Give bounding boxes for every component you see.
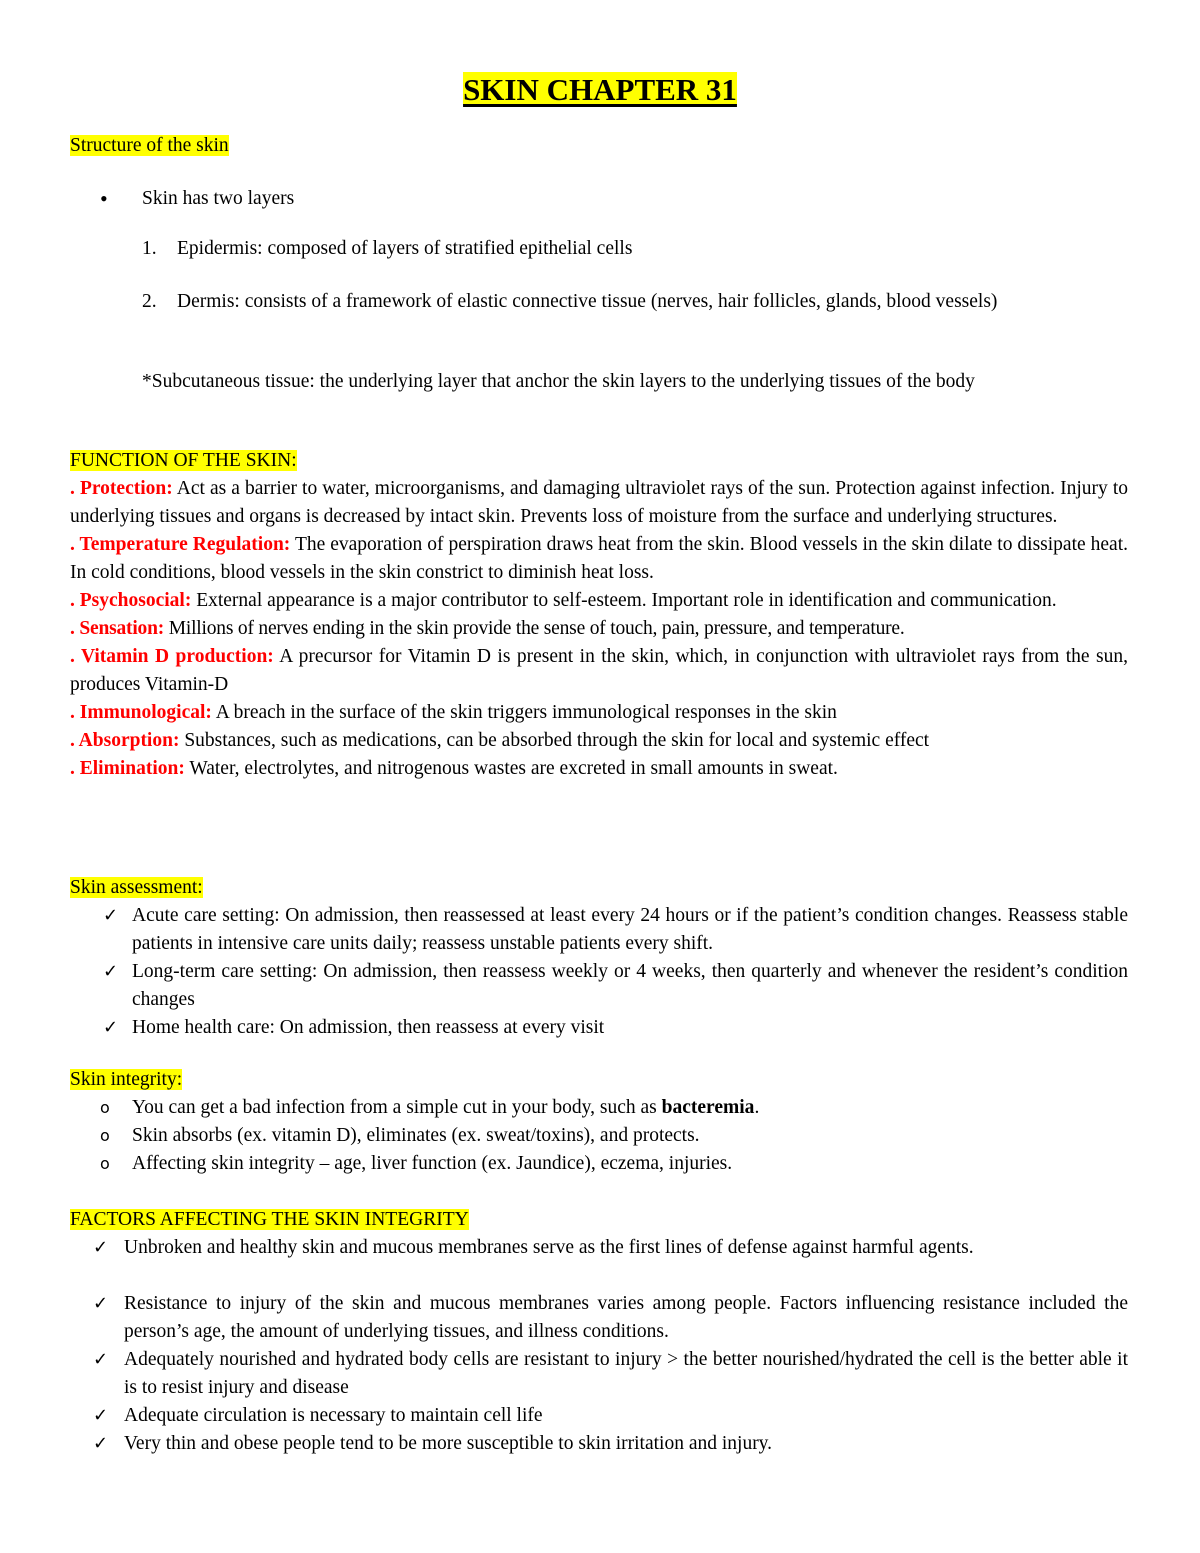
hollow-circle-icon: o <box>100 1126 110 1145</box>
assessment-text: Acute care setting: On admission, then reassessed at least every 24 hours or if the patient’s condition changes. Reassess stable patients in intensive care units daily; reassess unstable patients every shift. <box>132 905 1128 954</box>
item-text: Epidermis: composed of layers of stratified epithelial cells <box>177 238 633 259</box>
function-item-absorption: . Absorption: Substances, such as medications, can be absorbed through the skin for local and systemic effect <box>70 730 930 751</box>
function-item-elimination: . Elimination: Water, electrolytes, and nitrogenous wastes are excreted in small amounts in sweat. <box>70 758 838 779</box>
section-heading-structure: Structure of the skin <box>70 135 229 156</box>
function-item-sensation: . Sensation: Millions of nerves ending in the skin provide the sense of touch, pain, pressure, and temperature. <box>70 618 905 639</box>
checkmark-icon: ✓ <box>103 905 119 926</box>
factor-text: Adequately nourished and hydrated body cells are resistant to injury > the better nourished/hydrated the cell is the better able it is to resist injury and disease <box>124 1349 1128 1398</box>
item-number: 1. <box>142 238 157 259</box>
function-item-psychosocial: . Psychosocial: External appearance is a major contributor to self-esteem. Important role in identification and communication. <box>70 590 1057 611</box>
hollow-circle-icon: o <box>100 1154 110 1173</box>
section-heading-factors: FACTORS AFFECTING THE SKIN INTEGRITY <box>70 1209 469 1230</box>
checkmark-icon: ✓ <box>93 1293 109 1314</box>
bullet-text: Skin has two layers <box>142 188 295 209</box>
checkmark-icon: ✓ <box>93 1405 109 1426</box>
section-heading-assessment: Skin assessment: <box>70 877 203 898</box>
subcutaneous-note: *Subcutaneous tissue: the underlying layer that anchor the skin layers to the underlying tissues of the body <box>142 371 975 392</box>
page-title: SKIN CHAPTER 31 <box>463 72 737 107</box>
hollow-circle-icon: o <box>100 1098 110 1117</box>
item-number: 2. <box>142 291 157 312</box>
factor-text: Adequate circulation is necessary to maintain cell life <box>124 1405 543 1426</box>
function-item-immunological: . Immunological: A breach in the surface of the skin triggers immunological responses in the skin <box>70 702 837 723</box>
checkmark-icon: ✓ <box>103 961 119 982</box>
checkmark-icon: ✓ <box>103 1017 119 1038</box>
function-list <box>70 475 1128 783</box>
factor-text: Unbroken and healthy skin and mucous membranes serve as the first lines of defense against harmful agents. <box>124 1237 974 1258</box>
factor-text: Very thin and obese people tend to be more susceptible to skin irritation and injury. <box>124 1433 773 1454</box>
function-item-protection: . Protection: Act as a barrier to water, microorganisms, and damaging ultraviolet rays of the sun. Protection against infection. Injury to underlying tissues and organs is decreased by intact skin. Prevents loss of moisture from the surface and underlying structures. <box>70 478 1128 527</box>
function-item-temperature: . Temperature Regulation: The evaporation of perspiration draws heat from the skin. Blood vessels in the skin dilate to dissipate heat. In cold conditions, blood vessels in the skin constrict to diminish heat loss. <box>70 534 1128 583</box>
checkmark-icon: ✓ <box>93 1349 109 1370</box>
assessment-text: Long-term care setting: On admission, then reassess weekly or 4 weeks, then quarterly and whenever the resident’s condition changes <box>132 961 1128 1010</box>
integrity-text: You can get a bad infection from a simple cut in your body, such as bacteremia. <box>132 1097 760 1118</box>
bullet-dot-icon: • <box>100 186 108 211</box>
function-item-vitamin-d: . Vitamin D production: A precursor for Vitamin D is present in the skin, which, in conjunction with ultraviolet rays from the sun, produces Vitamin-D <box>70 646 1128 695</box>
assessment-text: Home health care: On admission, then reassess at every visit <box>132 1017 605 1038</box>
item-text: Dermis: consists of a framework of elastic connective tissue (nerves, hair follicles, glands, blood vessels) <box>177 291 998 312</box>
section-heading-integrity: Skin integrity: <box>70 1069 183 1090</box>
integrity-text: Skin absorbs (ex. vitamin D), eliminates (ex. sweat/toxins), and protects. <box>132 1125 700 1146</box>
checkmark-icon: ✓ <box>93 1237 109 1258</box>
factor-text: Resistance to injury of the skin and mucous membranes varies among people. Factors influencing resistance included the person’s age, the amount of underlying tissues, and illness conditions. <box>124 1293 1128 1342</box>
section-heading-function: FUNCTION OF THE SKIN: <box>70 450 297 471</box>
checkmark-icon: ✓ <box>93 1433 109 1454</box>
integrity-text: Affecting skin integrity – age, liver function (ex. Jaundice), eczema, injuries. <box>132 1153 733 1174</box>
